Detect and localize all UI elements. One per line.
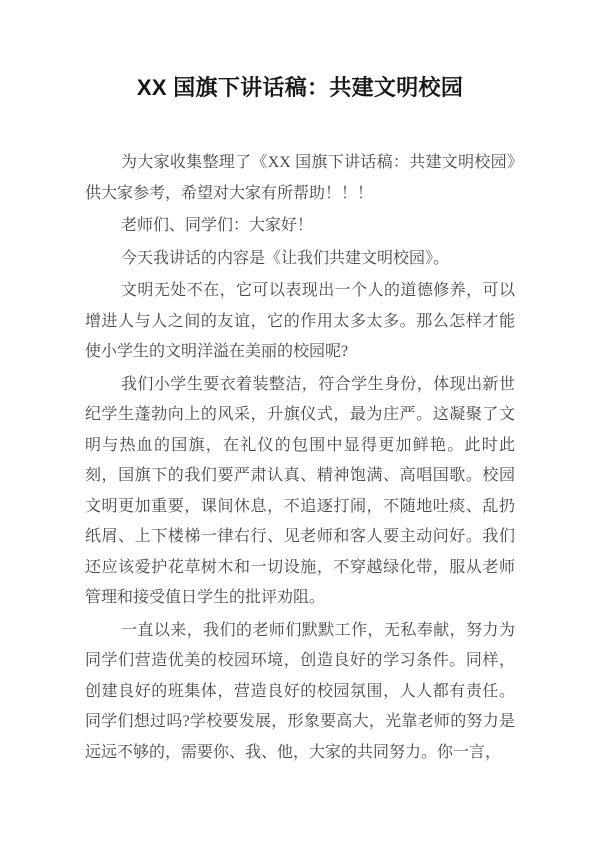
paragraph: 为大家收集整理了《XX 国旗下讲话稿：共建文明校园》供大家参考，希望对大家有所帮助！！！ bbox=[85, 154, 515, 202]
paragraph: 老师们、同学们：大家好！ bbox=[121, 217, 314, 234]
paragraph: 一直以来，我们的老师们默默工作，无私奉献，努力为同学们营造优美的校园环境，创造良好的学习条件。同样，创建良好的班集体，营造良好的校园氛围，人人都有责任。同学们想过吗?学校要发展，形象要高大，光靠老师的努力是远远不够的，需要你、我、他，大家的共同努力。你一言， bbox=[85, 621, 515, 761]
document-title: XX 国旗下讲话稿：共建文明校园 bbox=[136, 75, 464, 100]
paragraph: 我们小学生要衣着装整洁，符合学生身份，体现出新世纪学生蓬勃向上的风采，升旗仪式，最为庄严。这凝聚了文明与热血的国旗，在礼仪的包围中显得更加鲜艳。此时此刻，国旗下的我们要严肃认真、精神饱满、高唱国歌。校园文明更加重要，课间休息，不追逐打闹，不随地吐痰、乱扔纸屑、上下楼梯一律右行、见老师和客人要主动问好。我们还应该爱护花草树木和一切设施，不穿越绿化带，服从老师管理和接受值日学生的批评劝阻。 bbox=[85, 375, 515, 606]
paragraph: 文明无处不在，它可以表现出一个人的道德修养，可以增进人与人之间的友谊，它的作用太多太多。那么怎样才能使小学生的文明洋溢在美丽的校园呢? bbox=[85, 282, 515, 360]
document-body bbox=[85, 148, 515, 768]
paragraph: 今天我讲话的内容是《让我们共建文明校园》。 bbox=[121, 249, 450, 267]
